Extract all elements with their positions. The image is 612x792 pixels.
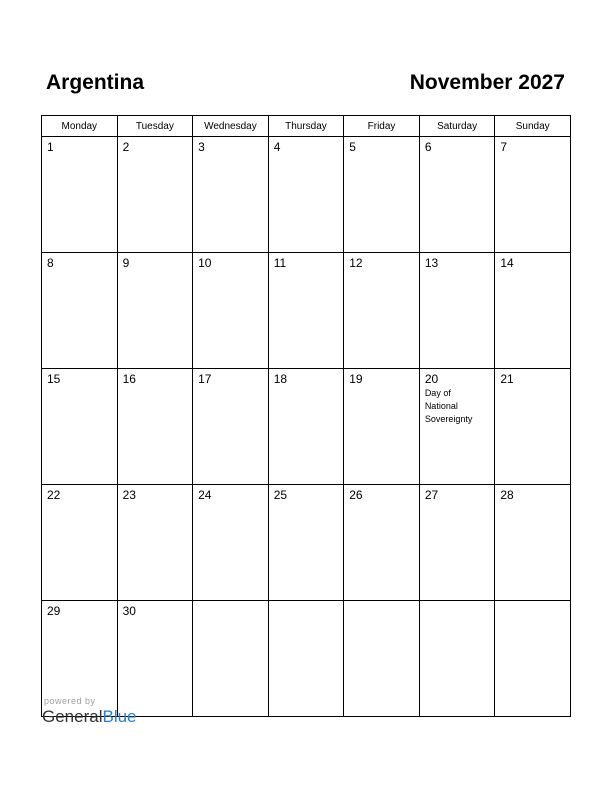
day-number: 6 — [424, 140, 432, 154]
day-cell — [268, 485, 344, 601]
powered-by-label: powered by — [44, 696, 96, 706]
day-cell — [344, 601, 420, 717]
day-number: 16 — [122, 372, 136, 386]
day-cell — [344, 137, 420, 253]
day-number: 23 — [122, 488, 136, 502]
day-cell — [268, 601, 344, 717]
brand-general-text: General — [42, 707, 103, 726]
brand-blue-text: Blue — [102, 707, 137, 726]
day-cell — [268, 253, 344, 369]
day-cell — [117, 369, 193, 485]
day-cell — [419, 253, 495, 369]
day-cell — [42, 485, 118, 601]
day-number: 24 — [198, 488, 212, 502]
brand-footer — [42, 696, 137, 727]
day-cell — [419, 485, 495, 601]
day-cell — [344, 485, 420, 601]
day-number: 12 — [349, 256, 363, 270]
day-cell — [268, 369, 344, 485]
day-number: 21 — [500, 372, 514, 386]
day-cell — [268, 137, 344, 253]
day-cell — [419, 369, 495, 485]
day-cell — [344, 369, 420, 485]
day-cell — [117, 137, 193, 253]
day-cell — [495, 137, 571, 253]
day-cell — [495, 485, 571, 601]
day-number: 14 — [500, 256, 514, 270]
day-number: 8 — [47, 256, 54, 270]
day-cell — [495, 369, 571, 485]
day-cell — [193, 369, 269, 485]
day-cell — [42, 253, 118, 369]
day-cell — [42, 137, 118, 253]
day-cell — [495, 253, 571, 369]
day-number: 5 — [349, 140, 356, 154]
day-number: 27 — [424, 488, 439, 502]
day-cell — [117, 253, 193, 369]
week-row — [42, 369, 571, 485]
day-number: 13 — [424, 256, 439, 270]
day-number: 1 — [47, 140, 54, 154]
weekday-header-row — [42, 116, 571, 137]
day-number: 15 — [47, 372, 61, 386]
day-number: 19 — [349, 372, 363, 386]
week-row — [42, 253, 571, 369]
day-number: 4 — [273, 140, 281, 154]
weekday-header: Tuesday — [117, 116, 193, 137]
day-cell — [495, 601, 571, 717]
day-cell — [419, 137, 495, 253]
day-number: 2 — [122, 140, 130, 154]
weekday-header: Monday — [42, 116, 118, 137]
day-number: 20 — [424, 372, 439, 386]
day-number: 11 — [273, 256, 287, 270]
month-title: November 2027 — [409, 71, 565, 94]
weekday-header: Saturday — [419, 116, 495, 137]
holiday-label: Day of National Sovereignty — [424, 388, 473, 424]
day-number: 30 — [122, 604, 136, 618]
weekday-header: Wednesday — [193, 116, 269, 137]
day-cell — [419, 601, 495, 717]
day-number: 26 — [349, 488, 363, 502]
day-cell — [42, 369, 118, 485]
day-number: 7 — [500, 140, 508, 154]
weekday-header: Thursday — [268, 116, 344, 137]
day-number: 22 — [47, 488, 61, 502]
day-number: 29 — [47, 604, 61, 618]
day-number: 28 — [500, 488, 514, 502]
day-cell — [193, 601, 269, 717]
week-row — [42, 485, 571, 601]
day-number: 3 — [198, 140, 205, 154]
day-cell — [344, 253, 420, 369]
day-number: 25 — [273, 488, 288, 502]
calendar-grid — [41, 115, 571, 717]
day-number: 17 — [198, 372, 212, 386]
day-cell — [117, 485, 193, 601]
day-cell — [193, 485, 269, 601]
day-number: 9 — [122, 256, 130, 270]
day-number: 10 — [198, 256, 212, 270]
day-cell — [193, 137, 269, 253]
day-number: 18 — [273, 372, 288, 386]
country-title: Argentina — [46, 71, 145, 94]
week-row — [42, 137, 571, 253]
brand-logo[interactable] — [42, 707, 137, 727]
day-cell — [193, 253, 269, 369]
weekday-header: Friday — [344, 116, 420, 137]
weekday-header: Sunday — [495, 116, 571, 137]
